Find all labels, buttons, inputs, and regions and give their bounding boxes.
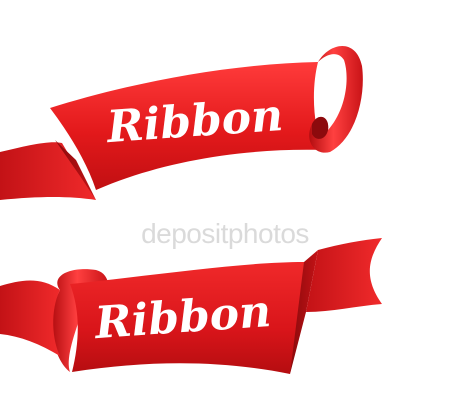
ribbon-top-label: Ribbon: [105, 89, 285, 154]
ribbon-bottom-label: Ribbon: [93, 285, 273, 350]
ribbon-bottom-left-tail: [0, 281, 60, 357]
ribbon-bottom: [0, 238, 382, 374]
ribbon-top: [0, 46, 363, 200]
watermark: depositphotos: [141, 218, 309, 249]
